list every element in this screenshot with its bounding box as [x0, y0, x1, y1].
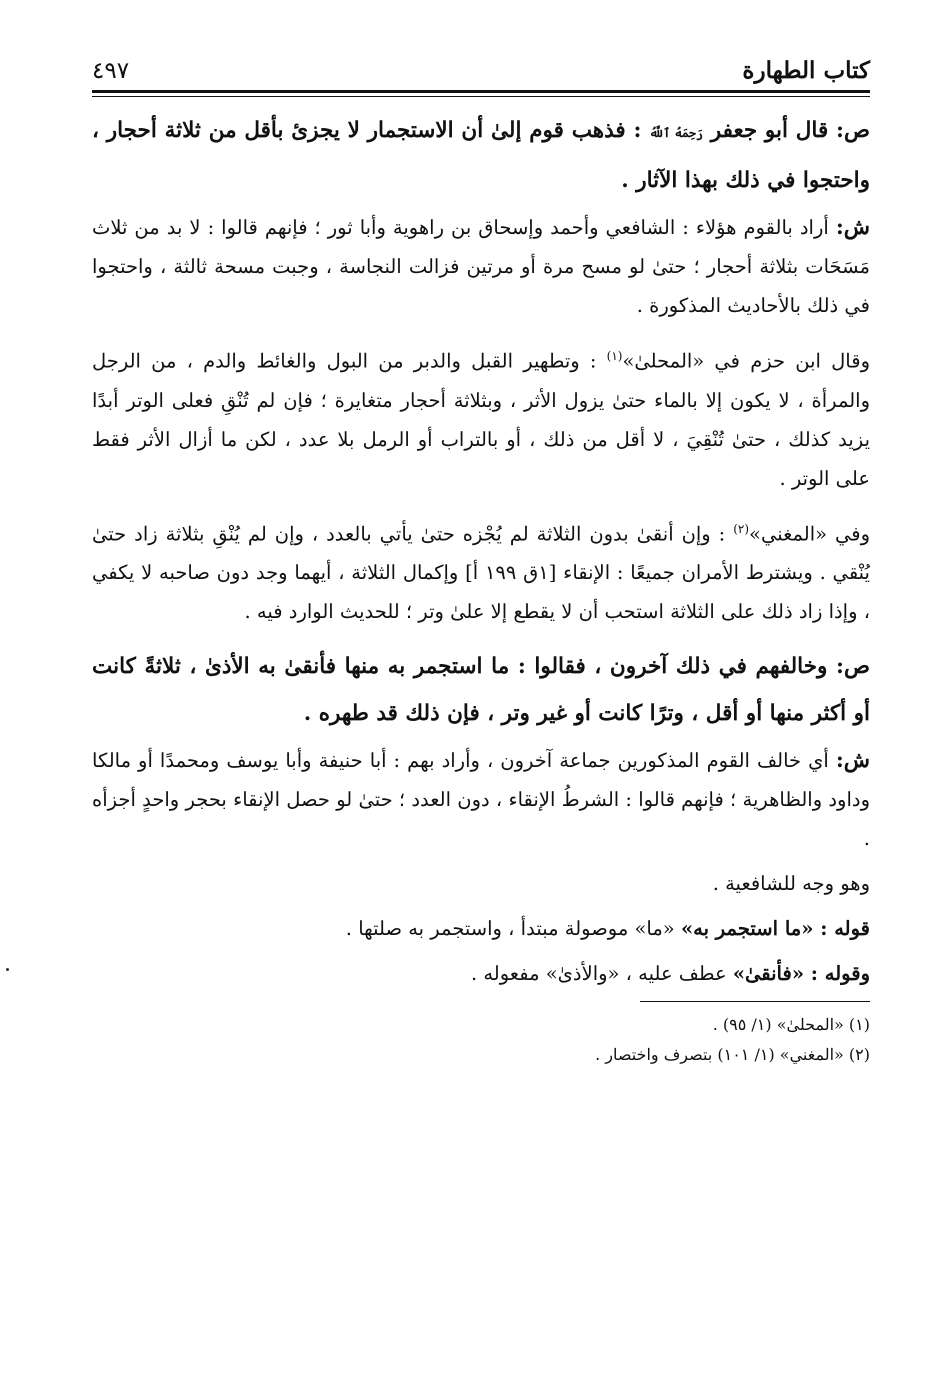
- sharh-text: وقال ابن حزم في «المحلىٰ»: [622, 349, 870, 373]
- footnote-ref-1[interactable]: (١): [606, 349, 623, 363]
- footnote-1: (١) «المحلىٰ» (١/ ٩٥) .: [712, 1015, 870, 1034]
- sharh-text: أي خالف القوم المذكورين جماعة آخرون ، وأراد بهم : أبا حنيفة وأبا يوسف ومحمدًا أو مالكا وداود والظاهرية ؛ فإنهم قالوا : الشرطُ الإنقاء ، دون العدد ؛ حتىٰ لو حصل الإنقاء بحجر واحدٍ أجزأه .: [92, 749, 870, 850]
- footnote-ref-2[interactable]: (٢): [733, 521, 750, 536]
- sharh-paragraph-1: [92, 208, 870, 325]
- sharh-text: : وتطهير القبل والدبر من البول والغائط والدم ، من الرجل والمرأة ، لا يكون إلا بالماء حتىٰ يزول الأثر ، وبثلاثة أحجار متغايرة ؛ فإن لم تُنْقِ فعلى الوتر أبدًا يزيد كذلك ، حتىٰ تُنْقِيَ ، لا أقل من ذلك ، أو بالتراب أو الرمل بلا عدد ، لكن ما أزال الأثر فقط على الوتر .: [92, 349, 870, 490]
- matn-paragraph-2: [92, 643, 870, 737]
- sharh-text: عطف عليه ، «والأذىٰ» مفعوله .: [470, 962, 727, 985]
- grammar-note-2: [92, 954, 870, 993]
- sharh-text: وهو وجه للشافعية .: [712, 872, 870, 895]
- scan-speck: [6, 968, 9, 971]
- footnote-separator: [640, 1001, 870, 1002]
- grammar-note-1: [92, 909, 870, 948]
- sad-label: ص:: [836, 654, 870, 679]
- shin-label: ش:: [835, 215, 870, 240]
- footnote-2: (٢) «المغني» (١/ ١٠١) بتصرف واختصار .: [595, 1045, 870, 1064]
- ibn-hazm-paragraph: [92, 337, 870, 498]
- page-body: [92, 107, 870, 1070]
- quoted-phrase: وقوله : «فأنقىٰ»: [732, 962, 870, 985]
- mughni-paragraph: [92, 510, 870, 632]
- matn-text: : فذهب قوم إلىٰ أن الاستجمار لا يجزئ بأقل من ثلاثة أحجار ، واحتجوا في ذلك بهذا الآثار .: [92, 118, 870, 193]
- sharh-paragraph-2: [92, 741, 870, 858]
- matn-text: وخالفهم في ذلك آخرون ، فقالوا : ما استجمر به منها فأنقىٰ به الأذىٰ ، ثلاثةً كانت أو أكثر منها أو أقل ، وترًا كانت أو غير وتر ، فإن ذلك قد طهره .: [92, 654, 870, 726]
- honorific-glyph: رَحِمَهُ ٱللَّهُ: [649, 126, 703, 140]
- page-number: ٤٩٧: [92, 58, 130, 84]
- sad-label: ص:: [836, 118, 870, 143]
- shin-label: ش:: [835, 748, 870, 773]
- running-title: كتاب الطهارة: [742, 57, 870, 84]
- book-page: [92, 40, 870, 1070]
- sharh-text: أراد بالقوم هؤلاء : الشافعي وأحمد وإسحاق بن راهوية وأبا ثور ؛ فإنهم قالوا : لا بد من ثلاث مَسَحَات بثلاثة أحجار ؛ حتىٰ لو مسح مرة أو مرتين فزالت النجاسة ، وجبت مسحة ثالثة ، واحتجوا في ذلك بالأحاديث المذكورة .: [92, 216, 870, 317]
- matn-paragraph-1: [92, 107, 870, 204]
- sharh-text: : وإن أنقىٰ بدون الثلاثة لم يُجْزه حتىٰ يأتي بالعدد ، وإن لم يُنْقِ بثلاثة زاد حتىٰ يُنْقي . ويشترط الأمران جميعًا : الإنقاء [١ق ١٩٩ أ] وإكمال الثلاثة ، أيهما وجد دون صاحبه لا يكفي ، وإذا زاد ذلك على الثلاثة استحب أن لا يقطع إلا علىٰ وتر ؛ للحديث الوارد فيه .: [92, 522, 870, 623]
- footnotes: [92, 1010, 870, 1070]
- page-header: [92, 40, 870, 84]
- sharh-text: «ما» موصولة مبتدأ ، واستجمر به صلتها .: [345, 917, 675, 940]
- matn-text: قال أبو جعفر: [710, 118, 829, 143]
- header-rule-thin: [92, 96, 870, 97]
- sharh-text: وفي «المغني»: [749, 522, 871, 545]
- shafii-note: [92, 864, 870, 903]
- header-rule-thick: [92, 90, 870, 93]
- quoted-phrase: قوله : «ما استجمر به»: [680, 917, 870, 940]
